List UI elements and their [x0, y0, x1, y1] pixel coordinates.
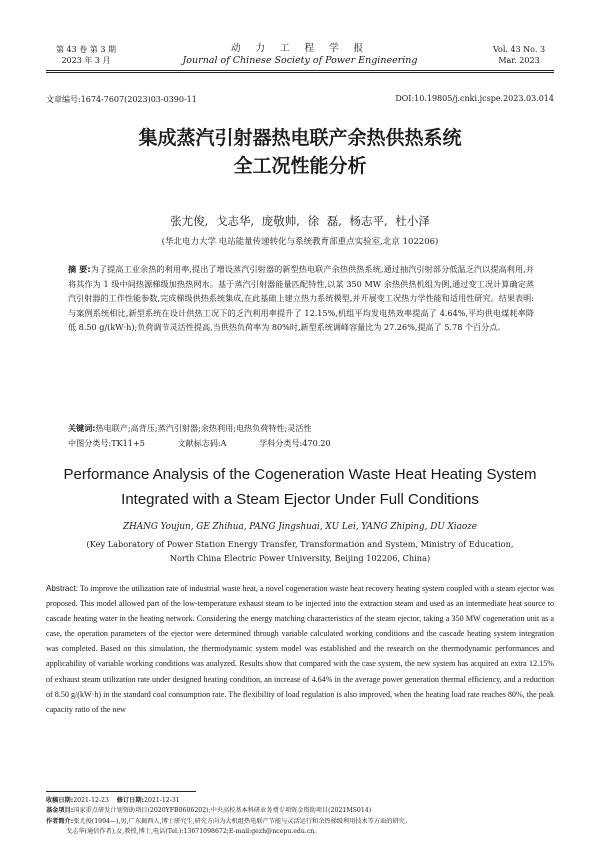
authors-en: ZHANG Youjun, GE Zhihua, PANG Jingshuai, XU Lei, YANG Zhiping, DU Xiaoze [122, 522, 477, 532]
title-cn-line1: 集成蒸汽引射器热电联产余热供热系统 [138, 127, 462, 149]
article-number: 文章编号:1674-7607(2023)03-0390-11 [46, 95, 197, 104]
authors-cn: 张尤俊, 戈志华, 庞敬帅, 徐 磊, 杨志平, 杜小泽 [170, 214, 430, 228]
abstract-en [46, 581, 554, 717]
subject-code: 学科分类号:470.20 [259, 438, 331, 448]
header-volume-cn [46, 44, 126, 66]
affiliation-en-line2: North China Electric Power University, Beijing 102206, China) [169, 553, 431, 563]
footnote-fund [46, 806, 566, 816]
volume-cn: 第 43 卷 第 3 期 [56, 45, 116, 54]
received-date: 2021-12-23 [73, 797, 109, 804]
header-rule-bottom [46, 72, 554, 73]
clc-number: 中图分类号:TK11+5 [68, 438, 145, 448]
title-cn-line2: 全工况性能分析 [233, 155, 367, 177]
abstract-cn [68, 262, 534, 335]
header-journal [150, 43, 450, 67]
abstract-en-label: Abstract: [46, 584, 78, 593]
title-en [46, 462, 554, 512]
abstract-cn-label: 摘 要: [68, 264, 91, 274]
fund-label: 基金项目: [46, 807, 74, 815]
author-text: 张尤俊(1994—),男,广东揭西人,博士研究生,研究方向为大机组热电联产节能与灵活运行和余热梯级利用技术等方面的研究。 [73, 817, 412, 825]
title-cn [46, 124, 554, 180]
received-label: 收稿日期: [46, 797, 74, 804]
fund-text: 国家重点研发计划资助项目(2020YFB0606202);中央高校基本科研业务费专项资金资助项目(2021MS014) [73, 807, 372, 815]
affiliation-cn: (华北电力大学 电站能量传递转化与系统教育部重点实验室,北京 102206) [161, 237, 439, 247]
abstract-cn-text: 为了提高工业余热的利用率,提出了增设蒸汽引射器的新型热电联产余热供热系统,通过抽汽引射部分低温乏汽以提高利用,并将其作为 1 级中间热源梯级加热热网水。基于蒸汽引射器能量匹配特性,以某 350 MW 余热供热机组为例,通过变工况计算确定蒸汽引射器的工作性能参数,完成梯级供热系统集成,在此基础上建立热力系统模型,并开展变工况热力学性能和适用性研究。结果表明:与案例系统相比,新型系统在设计供热工况下的乏汽利用率提升了 12.15%,机组平均发电热效率提高了 4.64%,平均供电煤耗率降低 8.50 g/(kW·h);负荷调节灵活性提高,当供热负荷率为 80%时,新型系统调峰容量比为 27.26%,提高了 5.78 个百分点。 [68, 264, 534, 333]
footnote-corresponding: 戈志华(通信作者),女,教授,博士,电话(Tel.):13671098672;E-mail:gezh@ncepu.edu.cn。 [66, 828, 321, 836]
journal-name-cn: 动 力 工 程 学 报 [230, 43, 370, 54]
revised-label: 修订日期: [116, 797, 145, 804]
classification-row [68, 437, 534, 449]
keywords-cn-label: 关键词: [68, 423, 96, 433]
document-code: 文献标志码:A [177, 438, 227, 448]
date-cn: 2023 年 3 月 [61, 56, 111, 65]
header-volume-en [484, 44, 554, 66]
keywords-cn-text: 热电联产;高背压;蒸汽引射器;余热利用;电热负荷特性;灵活性 [95, 423, 312, 433]
keywords-cn [68, 422, 534, 434]
affiliation-en [60, 537, 540, 565]
footnote-dates [46, 796, 566, 806]
title-en-line1: Performance Analysis of the Cogeneration Waste Heat Heating System [63, 466, 537, 483]
footnotes [46, 796, 566, 838]
journal-name-en: Journal of Chinese Society of Power Engineering [182, 55, 418, 66]
abstract-en-text: To improve the utilization rate of industrial waste heat, a novel cogeneration waste heat recovery heating system coupled with a steam ejector was proposed. This model allowed part of the low-temperature exhaust steam to be injected into the extraction steam and used as an intermediate heat source to cascade heating water in the heating network. Considering the energy matching characteristics of the steam ejector, taking a 350 MW cogeneration unit as a case, the operation parameters of the ejector were determined through variable calculated working conditions and the cascade heating system integration was completed. Based on this simulation, the thermodynamic system model was established and the research on the thermodynamic performances and applicability of variable working conditions was analyzed. Results show that compared with the case system, the new system has acquired an extra 12.15% of exhaust steam utilization rate under designed heating condition, an increase of 4.64% in the average power generation thermal efficiency, and a reduction of 8.50 g/(kW·h) in the standard coal consumption rate. The flexibility of load regulation is also improved, when the heating load rate reaches 80%, the peak capacity ratio of the new [46, 584, 554, 714]
revised-date: 2021-12-31 [144, 797, 180, 804]
date-en: Mar. 2023 [498, 56, 540, 65]
title-en-line2: Integrated with a Steam Ejector Under Full Conditions [121, 491, 479, 508]
affiliation-en-line1: (Key Laboratory of Power Station Energy Transfer, Transformation and System, Ministry of Education, [86, 539, 514, 549]
header-rule-top [46, 70, 554, 71]
volume-en: Vol. 43 No. 3 [492, 45, 546, 54]
footnote-rule [46, 791, 196, 792]
author-label: 作者简介: [46, 817, 74, 825]
footnote-author [46, 817, 566, 827]
doi: DOI:10.19805/j.cnki.jcspe.2023.03.014 [395, 94, 554, 103]
